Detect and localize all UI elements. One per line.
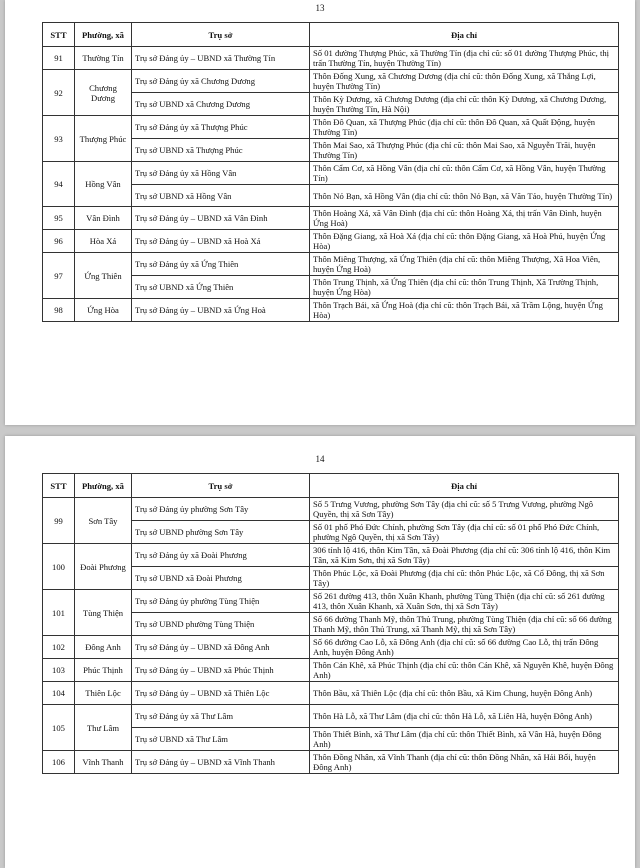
header-stt: STT	[43, 474, 75, 498]
cell-office: Trụ sở UBND xã Ứng Thiên	[132, 276, 310, 299]
cell-office: Trụ sở Đảng ủy – UBND xã Hoà Xá	[132, 230, 310, 253]
cell-office: Trụ sở Đảng ủy – UBND xã Ứng Hoà	[132, 299, 310, 322]
cell-office: Trụ sở Đảng ủy phường Sơn Tây	[132, 498, 310, 521]
cell-ward: Vân Đình	[75, 207, 132, 230]
cell-ward: Phúc Thịnh	[75, 659, 132, 682]
cell-stt: 94	[43, 162, 75, 207]
cell-address: Số 66 đường Thanh Mỹ, thôn Thủ Trung, phường Tùng Thiện (địa chỉ cũ: số 66 đường Thanh Mỹ, thôn Thủ Trung, xã Thanh Mỹ, thị xã Sơn Tây)	[310, 613, 619, 636]
page-number: 14	[315, 454, 325, 464]
cell-address: Thôn Đặng Giang, xã Hoà Xá (địa chỉ cũ: thôn Đặng Giang, xã Hoà Phú, huyện Ứng Hòa)	[310, 230, 619, 253]
cell-ward: Chương Dương	[75, 70, 132, 116]
cell-address: Thôn Nỏ Bạn, xã Hồng Vân (địa chỉ cũ: thôn Nỏ Bạn, xã Văn Tảo, huyện Thường Tín)	[310, 185, 619, 207]
cell-stt: 95	[43, 207, 75, 230]
cell-stt: 105	[43, 705, 75, 751]
cell-stt: 93	[43, 116, 75, 162]
cell-address: Thôn Phúc Lộc, xã Đoài Phương (địa chỉ cũ: thôn Phúc Lộc, xã Cổ Đông, thị xã Sơn Tây)	[310, 567, 619, 590]
cell-ward: Hòa Xá	[75, 230, 132, 253]
table-row	[43, 682, 619, 705]
table-header-row	[43, 474, 619, 498]
cell-address: Thôn Trạch Bái, xã Ứng Hoà (địa chỉ cũ: thôn Trạch Bái, xã Trầm Lộng, huyện Ứng Hòa)	[310, 299, 619, 322]
cell-ward: Đông Anh	[75, 636, 132, 659]
cell-office: Trụ sở Đảng ủy xã Đoài Phương	[132, 544, 310, 567]
cell-stt: 104	[43, 682, 75, 705]
cell-stt: 97	[43, 253, 75, 299]
cell-address: Thôn Hoàng Xá, xã Vân Đình (địa chỉ cũ: thôn Hoàng Xá, thị trấn Vân Đình, huyện Ứng Hoà)	[310, 207, 619, 230]
table-row	[43, 47, 619, 70]
cell-address: Thôn Đô Quan, xã Thượng Phúc (địa chỉ cũ: thôn Đô Quan, xã Quất Động, huyện Thường Tín)	[310, 116, 619, 139]
cell-address: Thôn Đồng Nhân, xã Vĩnh Thanh (địa chỉ cũ: thôn Đồng Nhân, xã Hải Bối, huyện Đông Anh)	[310, 751, 619, 774]
cell-office: Trụ sở Đảng ủy – UBND xã Thiên Lộc	[132, 682, 310, 705]
cell-ward: Ứng Hòa	[75, 299, 132, 322]
cell-address: Thôn Miêng Thượng, xã Ứng Thiên (địa chỉ cũ: thôn Miêng Thượng, Xã Hoa Viên, huyện Ứng Hoà)	[310, 253, 619, 276]
cell-office: Trụ sở Đảng ủy xã Ứng Thiên	[132, 253, 310, 276]
cell-address: 306 tỉnh lộ 416, thôn Kim Tân, xã Đoài Phương (địa chỉ cũ: 306 tỉnh lộ 416, thôn Kim Tân, xã Kim Sơn, thị xã Sơn Tây)	[310, 544, 619, 567]
cell-stt: 91	[43, 47, 75, 70]
cell-address: Thôn Hà Lỗ, xã Thư Lâm (địa chỉ cũ: thôn Hà Lỗ, xã Liên Hà, huyện Đông Anh)	[310, 705, 619, 728]
cell-office: Trụ sở Đảng ủy – UBND xã Phúc Thịnh	[132, 659, 310, 682]
table-row	[43, 230, 619, 253]
header-address: Địa chỉ	[310, 23, 619, 47]
cell-address: Thôn Mai Sao, xã Thượng Phúc (địa chỉ cũ: thôn Mai Sao, xã Nguyễn Trãi, huyện Thường Tín)	[310, 139, 619, 162]
cell-address: Số 66 đường Cao Lỗ, xã Đông Anh (địa chỉ cũ: số 66 đường Cao Lỗ, thị trấn Đông Anh, huyện Đông Anh)	[310, 636, 619, 659]
header-stt: STT	[43, 23, 75, 47]
table-row	[43, 590, 619, 613]
office-address-table	[42, 473, 619, 774]
cell-office: Trụ sở Đảng ủy xã Thư Lâm	[132, 705, 310, 728]
cell-office: Trụ sở UBND xã Hồng Vân	[132, 185, 310, 207]
page-number: 13	[315, 3, 325, 13]
cell-address: Số 01 phố Phó Đức Chính, phường Sơn Tây (địa chỉ cũ: số 01 phố Phó Đức Chính, phường Ngô Quyền, thị xã Sơn Tây)	[310, 521, 619, 544]
cell-address: Thôn Cán Khê, xã Phúc Thịnh (địa chỉ cũ: thôn Cán Khê, xã Nguyên Khê, huyện Đông Anh)	[310, 659, 619, 682]
cell-address: Thôn Bầu, xã Thiên Lộc (địa chỉ cũ: thôn Bầu, xã Kim Chung, huyện Đông Anh)	[310, 682, 619, 705]
header-ward: Phường, xã	[75, 23, 132, 47]
cell-ward: Thượng Phúc	[75, 116, 132, 162]
table-row	[43, 116, 619, 139]
cell-office: Trụ sở Đảng ủy xã Thượng Phúc	[132, 116, 310, 139]
cell-ward: Thư Lâm	[75, 705, 132, 751]
table-row	[43, 299, 619, 322]
cell-stt: 106	[43, 751, 75, 774]
table-row	[43, 636, 619, 659]
cell-address: Thôn Cẩm Cơ, xã Hồng Vân (địa chỉ cũ: thôn Cẩm Cơ, xã Hồng Vân, huyện Thường Tín)	[310, 162, 619, 185]
cell-ward: Thường Tín	[75, 47, 132, 70]
cell-office: Trụ sở Đảng ủy – UBND xã Đông Anh	[132, 636, 310, 659]
table-row	[43, 162, 619, 185]
table-row	[43, 659, 619, 682]
table-row	[43, 751, 619, 774]
table-row	[43, 70, 619, 93]
header-office: Trụ sở	[132, 23, 310, 47]
table-row	[43, 253, 619, 276]
cell-address: Thôn Thiết Bình, xã Thư Lâm (địa chỉ cũ: thôn Thiết Bình, xã Vân Hà, huyện Đông Anh)	[310, 728, 619, 751]
office-address-table	[42, 22, 619, 322]
header-office: Trụ sở	[132, 474, 310, 498]
cell-address: Số 5 Trưng Vương, phường Sơn Tây (địa chỉ cũ: số 5 Trưng Vương, phường Ngô Quyền, thị xã Sơn Tây)	[310, 498, 619, 521]
cell-office: Trụ sở UBND phường Sơn Tây	[132, 521, 310, 544]
table-row	[43, 705, 619, 728]
cell-ward: Vĩnh Thanh	[75, 751, 132, 774]
cell-address: Thôn Đống Xung, xã Chương Dương (địa chỉ cũ: thôn Đống Xung, xã Thắng Lợi, huyện Thường Tín)	[310, 70, 619, 93]
table-row	[43, 544, 619, 567]
cell-address: Số 01 đường Thượng Phúc, xã Thường Tín (địa chỉ cũ: số 01 đường Thượng Phúc, thị trấn Thường Tín, huyện Thường Tín)	[310, 47, 619, 70]
cell-stt: 103	[43, 659, 75, 682]
cell-stt: 92	[43, 70, 75, 116]
cell-stt: 96	[43, 230, 75, 253]
cell-office: Trụ sở Đảng ủy xã Chương Dương	[132, 70, 310, 93]
cell-office: Trụ sở Đảng ủy – UBND xã Vĩnh Thanh	[132, 751, 310, 774]
table-row	[43, 498, 619, 521]
document-page-14	[5, 436, 635, 868]
cell-stt: 102	[43, 636, 75, 659]
cell-ward: Thiên Lộc	[75, 682, 132, 705]
cell-office: Trụ sở UBND xã Đoài Phương	[132, 567, 310, 590]
cell-office: Trụ sở Đảng ủy – UBND xã Thường Tín	[132, 47, 310, 70]
cell-ward: Đoài Phương	[75, 544, 132, 590]
cell-office: Trụ sở UBND phường Tùng Thiện	[132, 613, 310, 636]
cell-office: Trụ sở UBND xã Chương Dương	[132, 93, 310, 116]
cell-stt: 98	[43, 299, 75, 322]
cell-office: Trụ sở Đảng ủy xã Hồng Vân	[132, 162, 310, 185]
cell-ward: Tùng Thiện	[75, 590, 132, 636]
header-ward: Phường, xã	[75, 474, 132, 498]
cell-stt: 100	[43, 544, 75, 590]
cell-address: Số 261 đường 413, thôn Xuân Khanh, phường Tùng Thiện (địa chỉ cũ: số 261 đường 413, thôn Xuân Khanh, xã Xuân Sơn, thị xã Sơn Tây)	[310, 590, 619, 613]
cell-office: Trụ sở UBND xã Thượng Phúc	[132, 139, 310, 162]
cell-ward: Hồng Vân	[75, 162, 132, 207]
table-row	[43, 207, 619, 230]
cell-ward: Ứng Thiên	[75, 253, 132, 299]
document-page-13	[5, 0, 635, 425]
cell-ward: Sơn Tây	[75, 498, 132, 544]
cell-address: Thôn Trung Thịnh, xã Ứng Thiên (địa chỉ cũ: thôn Trung Thịnh, Xã Trường Thịnh, huyện Ứng Hòa)	[310, 276, 619, 299]
cell-office: Trụ sở Đảng ủy – UBND xã Vân Đình	[132, 207, 310, 230]
cell-office: Trụ sở Đảng ủy phường Tùng Thiện	[132, 590, 310, 613]
cell-address: Thôn Kỳ Dương, xã Chương Dương (địa chỉ cũ: thôn Kỳ Dương, xã Chương Dương, huyện Thường Tín, Hà Nội)	[310, 93, 619, 116]
table-header-row	[43, 23, 619, 47]
cell-stt: 101	[43, 590, 75, 636]
cell-stt: 99	[43, 498, 75, 544]
header-address: Địa chỉ	[310, 474, 619, 498]
cell-office: Trụ sở UBND xã Thư Lâm	[132, 728, 310, 751]
